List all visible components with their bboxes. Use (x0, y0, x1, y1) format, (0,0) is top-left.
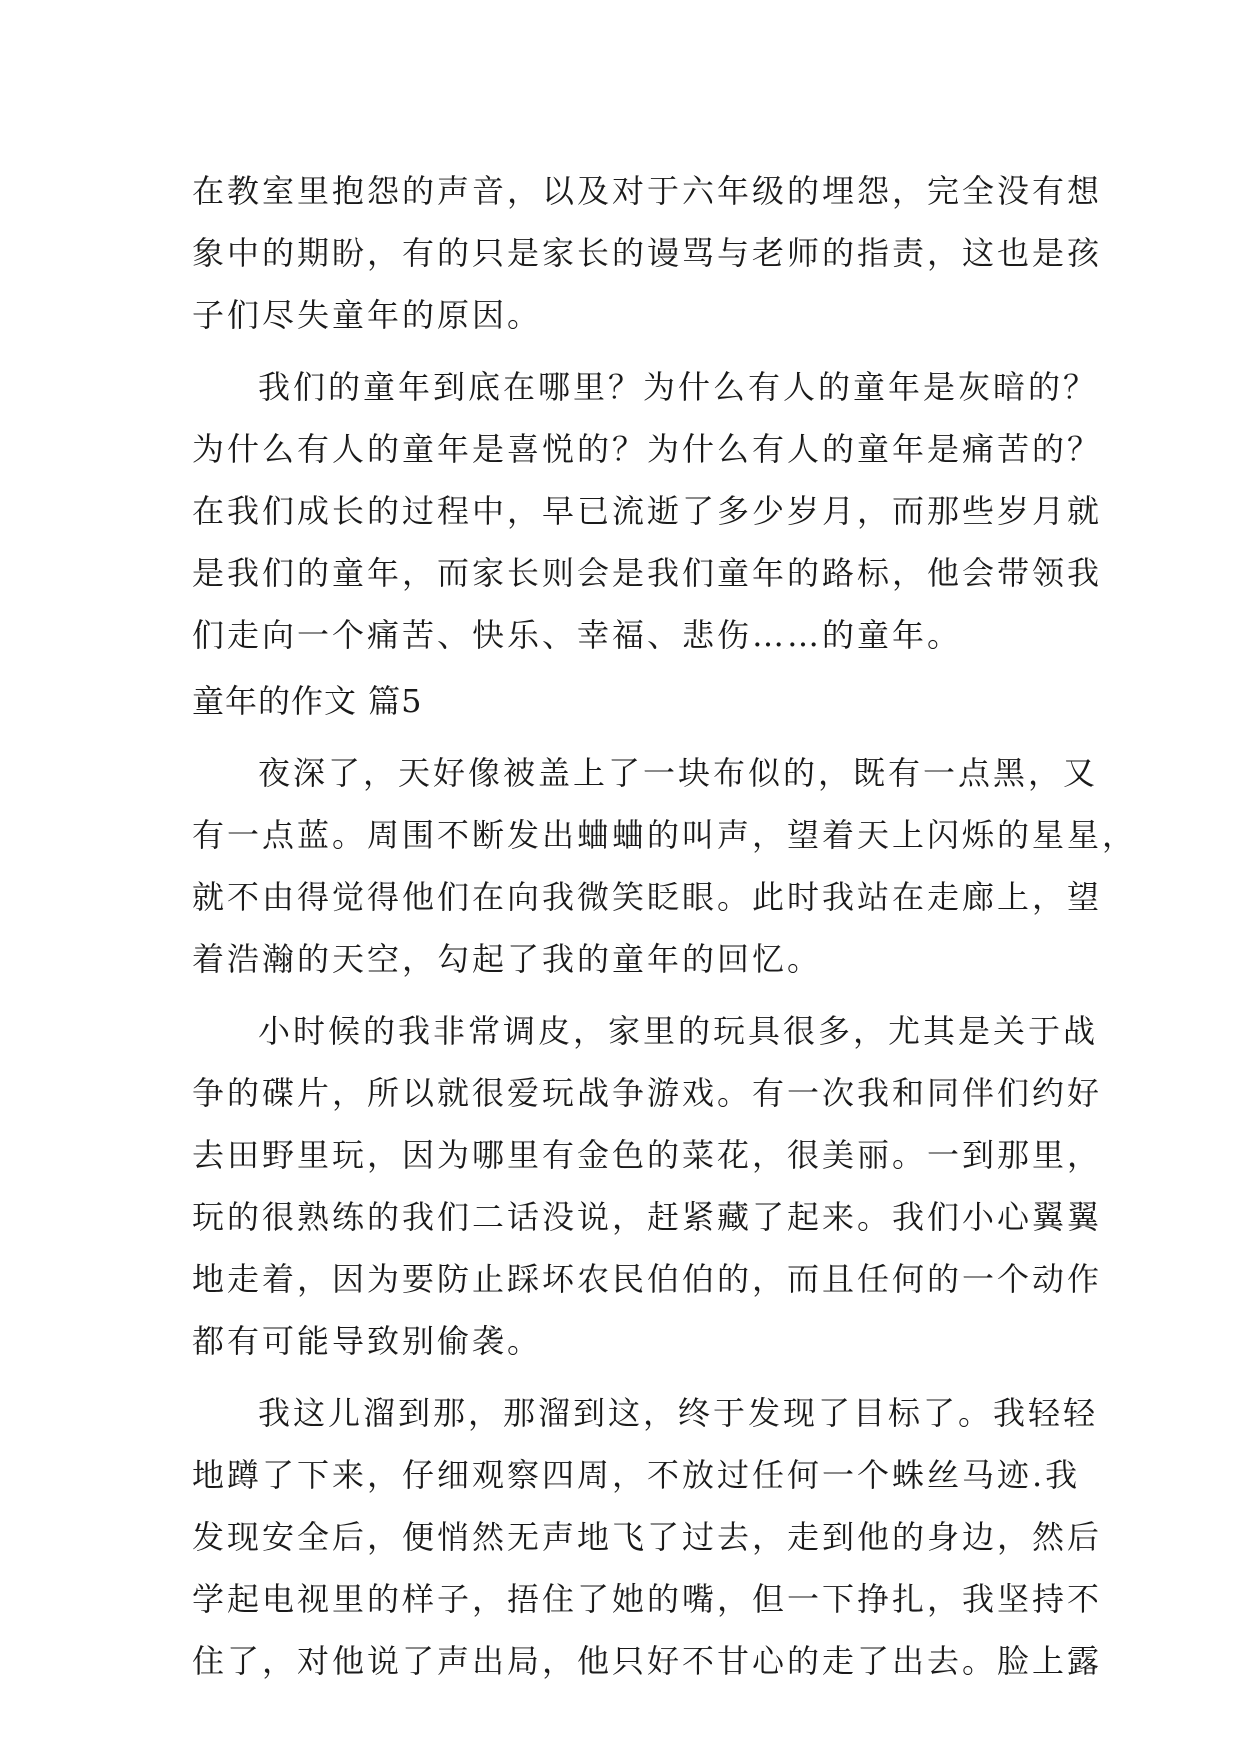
text-line: 们走向一个痛苦、快乐、幸福、悲伤……的童年。 (192, 616, 963, 654)
text-line: 为什么有人的童年是喜悦的？为什么有人的童年是痛苦的？ (192, 430, 1103, 468)
text-line: 争的碟片，所以就很爱玩战争游戏。有一次我和同伴们约好 (192, 1074, 1103, 1112)
text-line: 是我们的童年，而家长则会是我们童年的路标，他会带领我 (192, 554, 1103, 592)
text-line: 学起电视里的样子，捂住了她的嘴，但一下挣扎，我坚持不 (192, 1580, 1103, 1618)
paragraph-night (192, 742, 1138, 990)
text-line: 住了，对他说了声出局，他只好不甘心的走了出去。脸上露 (192, 1642, 1103, 1680)
section-heading: 童年的作文 篇5 (192, 682, 423, 720)
text-line: 地蹲了下来，仔细观察四周，不放过任何一个蛛丝马迹.我 (192, 1456, 1081, 1494)
text-line: 在我们成长的过程中，早已流逝了多少岁月，而那些岁月就 (192, 492, 1103, 530)
text-line: 在教室里抱怨的声音，以及对于六年级的埋怨，完全没有想 (192, 172, 1103, 210)
text-line: 地走着，因为要防止踩坏农民伯伯的，而且任何的一个动作 (192, 1260, 1103, 1298)
text-line: 我这儿溜到那，那溜到这，终于发现了目标了。我轻轻 (258, 1394, 1099, 1432)
text-line: 玩的很熟练的我们二话没说，赶紧藏了起来。我们小心翼翼 (192, 1198, 1103, 1236)
text-line: 象中的期盼，有的只是家长的谩骂与老师的指责，这也是孩 (192, 234, 1103, 272)
paragraph-game (192, 1382, 1103, 1692)
text-line: 有一点蓝。周围不断发出蛐蛐的叫声，望着天上闪烁的星星， (192, 816, 1138, 854)
paragraph-continued (192, 160, 1103, 346)
text-line: 都有可能导致别偷袭。 (192, 1322, 543, 1360)
text-line: 着浩瀚的天空，勾起了我的童年的回忆。 (192, 940, 823, 978)
text-line: 发现安全后，便悄然无声地飞了过去，走到他的身边，然后 (192, 1518, 1103, 1556)
text-line: 小时候的我非常调皮，家里的玩具很多，尤其是关于战 (258, 1012, 1099, 1050)
text-line: 去田野里玩，因为哪里有金色的菜花，很美丽。一到那里， (192, 1136, 1103, 1174)
text-line: 就不由得觉得他们在向我微笑眨眼。此时我站在走廊上，望 (192, 878, 1103, 916)
document-body (192, 160, 1138, 1692)
text-line: 我们的童年到底在哪里？为什么有人的童年是灰暗的？ (258, 368, 1099, 406)
paragraph-childhood (192, 1000, 1103, 1372)
text-line: 子们尽失童年的原因。 (192, 296, 543, 334)
text-line: 夜深了，天好像被盖上了一块布似的，既有一点黑，又 (258, 754, 1099, 792)
paragraph-questions (192, 356, 1103, 666)
